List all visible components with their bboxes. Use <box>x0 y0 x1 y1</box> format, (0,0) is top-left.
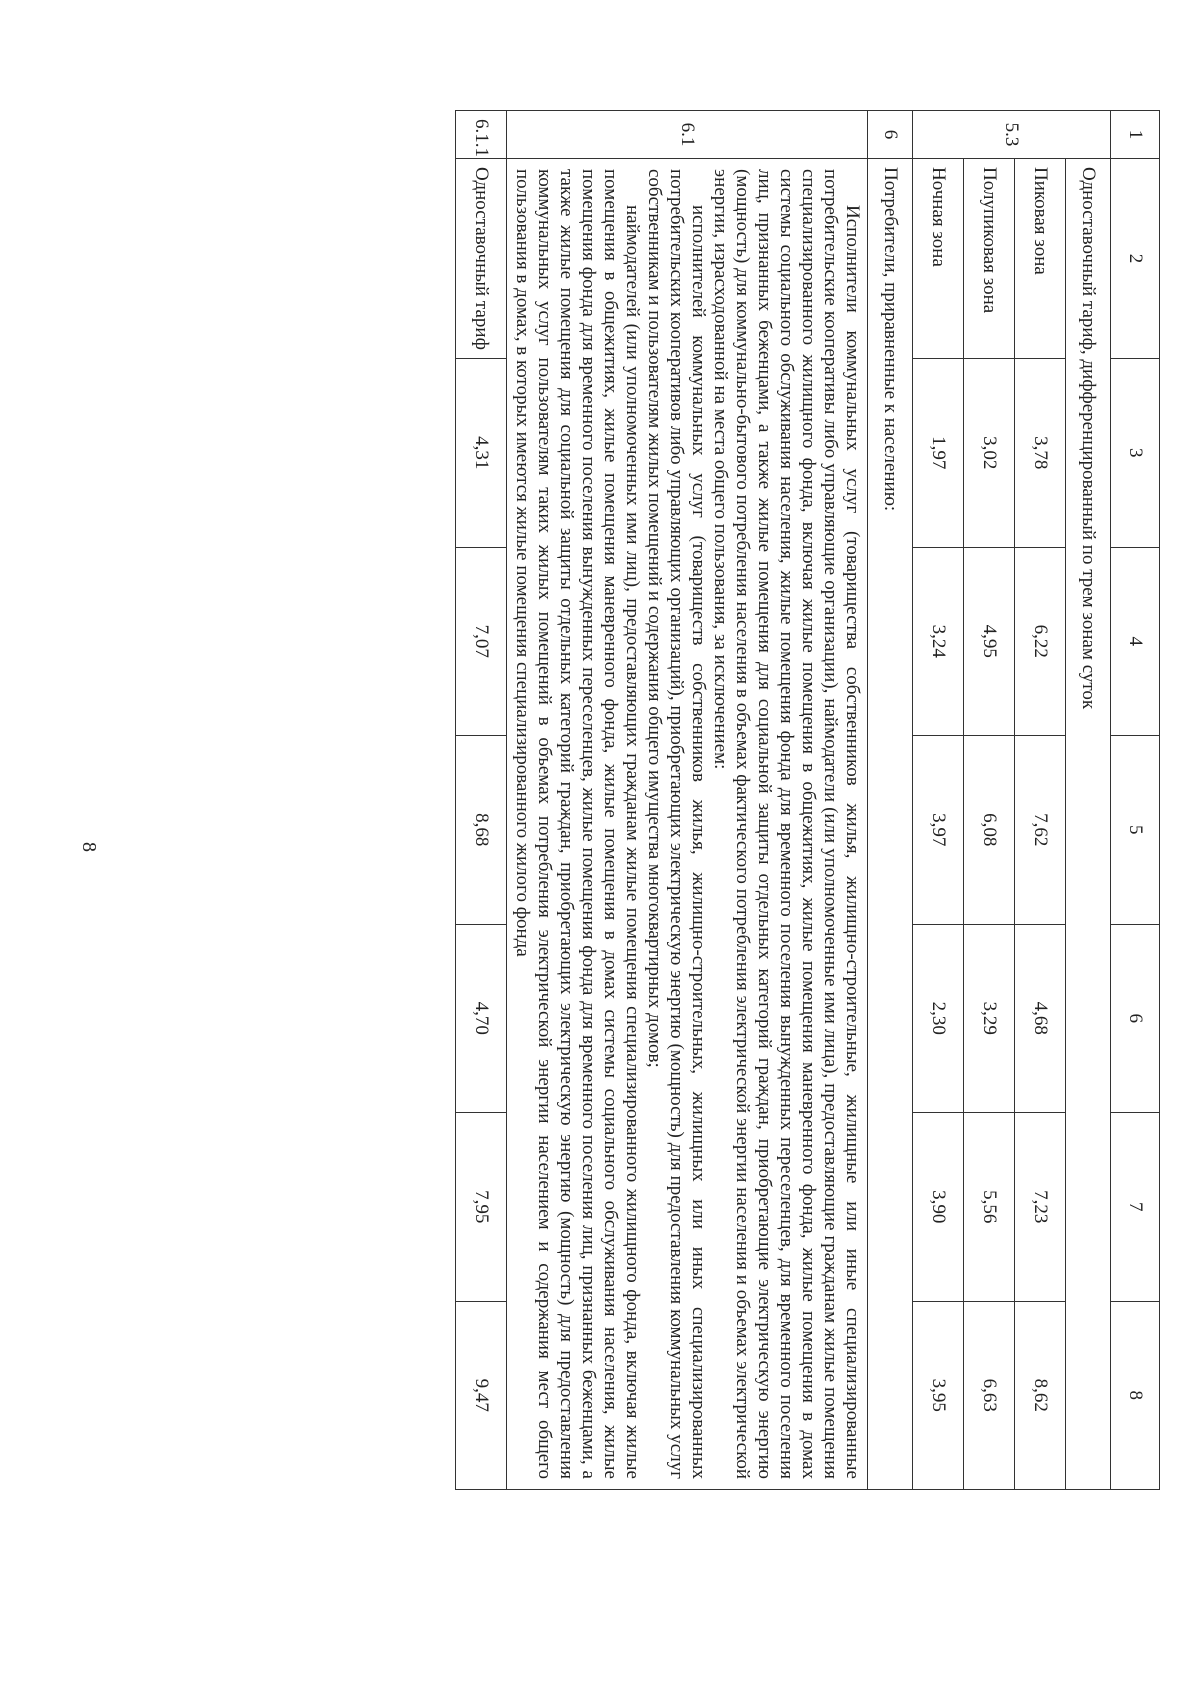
table-row <box>868 111 913 1490</box>
value-cell: 7,95 <box>456 1113 507 1302</box>
value-cell: 7,23 <box>1015 1113 1066 1302</box>
table-row <box>507 111 868 1490</box>
header-cell: 8 <box>1111 1301 1160 1490</box>
section-title: Потребители, приравненные к населению: <box>868 159 913 1490</box>
tariff-table <box>455 110 1160 1490</box>
description-paragraph: Исполнители коммунальных услуг (товарищества собственников жилья, жилищно-строительные, жилищные или иные специализированные потребительские кооперативы либо управляющие организации), наймодатели (или уполномоченные ими лица), предоставляющие гражданам жилые помещения специализированного жилищного фонда, включая жилые помещения в общежитиях, жилые помещения маневренного фонда, жилые помещения в домах системы социального обслуживания населения, жилые помещения фонда для временного поселения вынужденных переселенцев, для временного поселения лиц, признанных беженцами, а также жилые помещения для социальной защиты отдельных категорий граждан, приобретающие электрическую энергию (мощность) для коммунально-бытового потребления населения в объемах фактического потребления электрической энергии населения и объемах электрической энергии, израсходованной на места общего пользования, за исключением: <box>710 169 863 1479</box>
value-cell: 2,30 <box>913 924 964 1113</box>
table-row <box>913 111 964 1490</box>
value-cell: 6,22 <box>1015 547 1066 736</box>
value-cell: 7,07 <box>456 547 507 736</box>
table-row <box>456 111 507 1490</box>
value-cell: 3,95 <box>913 1301 964 1490</box>
header-cell: 7 <box>1111 1113 1160 1302</box>
value-cell: 8,62 <box>1015 1301 1066 1490</box>
table-header-row <box>1111 111 1160 1490</box>
value-cell: 3,90 <box>913 1113 964 1302</box>
header-cell: 2 <box>1111 159 1160 359</box>
value-cell: 3,02 <box>964 359 1015 548</box>
value-cell: 1,97 <box>913 359 964 548</box>
value-cell: 3,29 <box>964 924 1015 1113</box>
page-number: 8 <box>78 842 100 852</box>
header-cell: 6 <box>1111 924 1160 1113</box>
value-cell: 8,68 <box>456 736 507 925</box>
value-cell: 4,31 <box>456 359 507 548</box>
rotated-table-wrapper <box>120 110 1160 1490</box>
value-cell: 9,47 <box>456 1301 507 1490</box>
value-cell: 3,97 <box>913 736 964 925</box>
value-cell: 4,68 <box>1015 924 1066 1113</box>
table-row <box>1066 111 1111 1490</box>
table-row <box>1015 111 1066 1490</box>
value-cell: 6,08 <box>964 736 1015 925</box>
row-label: Пиковая зона <box>1015 159 1066 359</box>
row-label: Полупиковая зона <box>964 159 1015 359</box>
value-cell: 3,24 <box>913 547 964 736</box>
row-code: 6.1 <box>507 111 868 159</box>
value-cell: 6,63 <box>964 1301 1015 1490</box>
value-cell: 7,62 <box>1015 736 1066 925</box>
header-cell: 3 <box>1111 359 1160 548</box>
row-label: Ночная зона <box>913 159 964 359</box>
row-code: 5.3 <box>913 111 1111 159</box>
header-cell: 1 <box>1111 111 1160 159</box>
header-cell: 4 <box>1111 547 1160 736</box>
value-cell: 4,70 <box>456 924 507 1113</box>
row-label: Одноставочный тариф <box>456 159 507 359</box>
section-title: Одноставочный тариф, дифференцированный по трем зонам суток <box>1066 159 1111 1490</box>
description-paragraph: наймодателей (или уполномоченных ими лиц), предоставляющих гражданам жилые помещения специализированного жилищного фонда, включая жилые помещения в общежитиях, жилые помещения маневренного фонда, жилые помещения в домах системы социального обслуживания населения, жилые помещения фонда для временного поселения вынужденных переселенцев, жилые помещения фонда для временного поселения лиц, признанных беженцами, а также жилые помещения для социальной защиты отдельных категорий граждан, приобретающих электрическую энергию (мощность) для предоставления коммунальных услуг пользователям таких жилых помещений в объемах потребления электрической энергии населением и содержания мест общего пользования в домах, в которых имеются жилые помещения специализированного жилого фонда <box>512 169 643 1479</box>
description-paragraph: исполнителей коммунальных услуг (товариществ собственников жилья, жилищно-строительных, жилищных или иных специализированных потребительских кооперативов либо управляющих организаций), приобретающих электрическую энергию (мощность) для предоставления коммунальных услуг собственникам и пользователям жилых помещений и содержания общего имущества многоквартирных домов; <box>644 169 709 1479</box>
header-cell: 5 <box>1111 736 1160 925</box>
row-code: 6.1.1 <box>456 111 507 159</box>
table-row <box>964 111 1015 1490</box>
value-cell: 5,56 <box>964 1113 1015 1302</box>
section-description <box>507 159 868 1490</box>
value-cell: 3,78 <box>1015 359 1066 548</box>
row-code: 6 <box>868 111 913 159</box>
value-cell: 4,95 <box>964 547 1015 736</box>
